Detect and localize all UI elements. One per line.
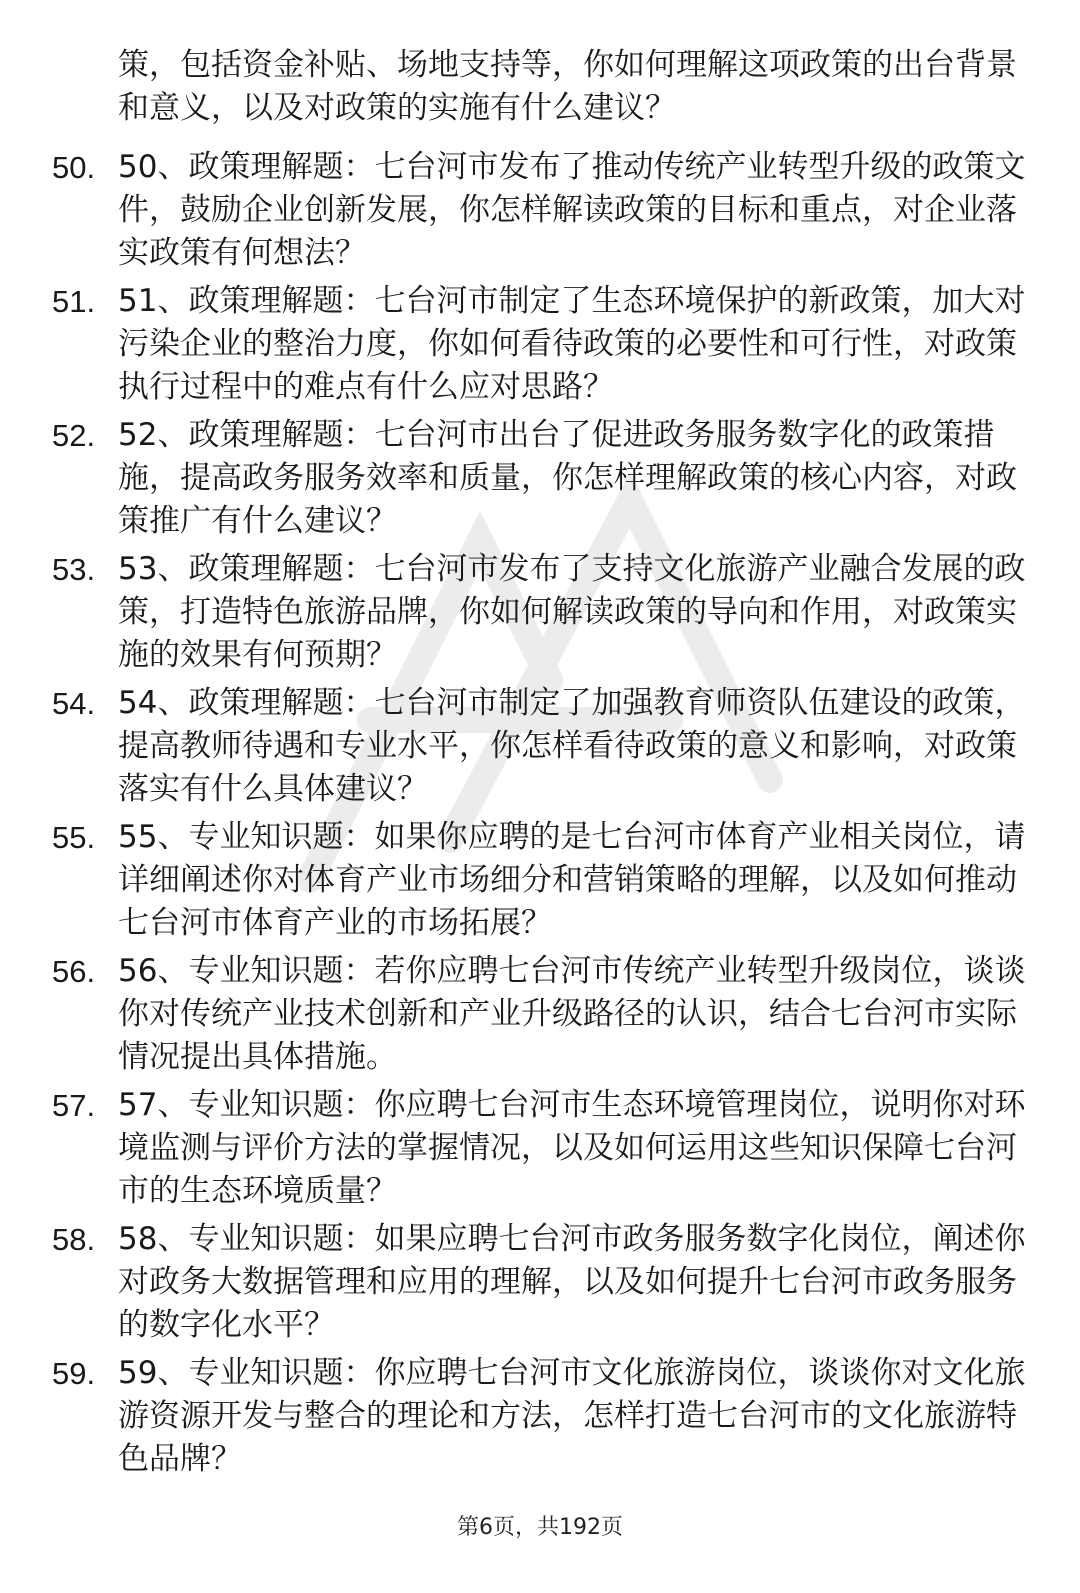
question-text: 52、政策理解题：七台河市出台了促进政务服务数字化的政策措施，提高政务服务效率和质量，你怎样理解政策的核心内容，对政策推广有什么建议？ <box>118 417 1017 539</box>
question-number: 51. <box>52 284 96 319</box>
question-text: 56、专业知识题：若你应聘七台河市传统产业转型升级岗位，谈谈你对传统产业技术创新和产业升级路径的认识，结合七台河市实际情况提出具体措施。 <box>118 953 1026 1075</box>
question-text: 53、政策理解题：七台河市发布了支持文化旅游产业融合发展的政策，打造特色旅游品牌，你如何解读政策的导向和作用，对政策实施的效果有何预期？ <box>118 551 1026 673</box>
question-number: 54. <box>52 686 96 721</box>
question-text: 58、专业知识题：如果应聘七台河市政务服务数字化岗位，阐述你对政务大数据管理和应用的理解，以及如何提升七台河市政务服务的数字化水平？ <box>118 1221 1026 1343</box>
question-number: 58. <box>52 1222 96 1257</box>
question-text: 54、政策理解题：七台河市制定了加强教育师资队伍建设的政策，提高教师待遇和专业水平，你怎样看待政策的意义和影响，对政策落实有什么具体建议？ <box>118 685 1026 807</box>
question-text: 50、政策理解题：七台河市发布了推动传统产业转型升级的政策文件，鼓励企业创新发展，你怎样解读政策的目标和重点，对企业落实政策有何想法？ <box>118 149 1026 271</box>
question-text: 59、专业知识题：你应聘七台河市文化旅游岗位，谈谈你对文化旅游资源开发与整合的理论和方法，怎样打造七台河市的文化旅游特色品牌？ <box>118 1355 1026 1477</box>
question-number: 53. <box>52 552 96 587</box>
question-number: 56. <box>52 954 96 989</box>
question-text: 57、专业知识题：你应聘七台河市生态环境管理岗位，说明你对环境监测与评价方法的掌握情况，以及如何运用这些知识保障七台河市的生态环境质量？ <box>118 1087 1026 1209</box>
question-number: 57. <box>52 1088 96 1123</box>
question-number: 59. <box>52 1356 96 1391</box>
question-text: 55、专业知识题：如果你应聘的是七台河市体育产业相关岗位，请详细阐述你对体育产业市场细分和营销策略的理解，以及如何推动七台河市体育产业的市场拓展？ <box>118 819 1026 941</box>
continued-question-text: 策，包括资金补贴、场地支持等，你如何理解这项政策的出台背景和意义，以及对政策的实施有什么建议？ <box>118 47 1017 126</box>
question-number: 52. <box>52 418 96 453</box>
question-number: 55. <box>52 820 96 855</box>
question-number: 50. <box>52 150 96 185</box>
page-footer: 第6页，共192页 <box>457 1515 623 1540</box>
question-text: 51、政策理解题：七台河市制定了生态环境保护的新政策，加大对污染企业的整治力度，你如何看待政策的必要性和可行性，对政策执行过程中的难点有什么应对思路？ <box>118 283 1026 405</box>
